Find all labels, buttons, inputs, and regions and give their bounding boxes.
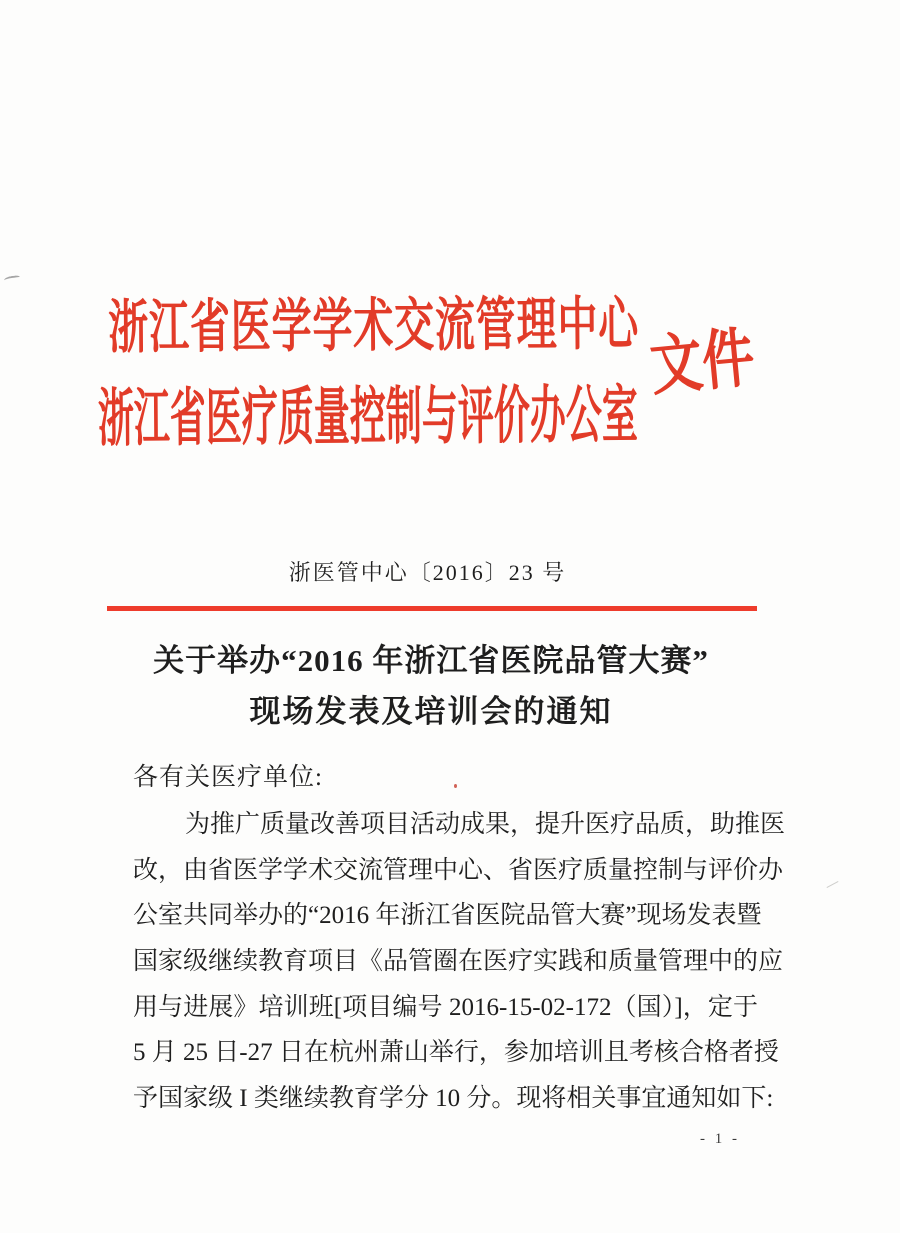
body-line: 予国家级 I 类继续教育学分 10 分。现将相关事宜通知如下: [133, 1085, 774, 1113]
pen-mark-artifact [4, 275, 21, 283]
scan-artifact-speck [454, 784, 457, 788]
page-number: - 1 - [700, 1131, 740, 1147]
letterhead-org-name-line2: 浙江省医疗质量控制与评价办公室 [97, 380, 639, 454]
body-line: 用与进展》培训班[项目编号 2016-15-02-172（国）]，定于 [133, 993, 758, 1021]
body-line: 5 月 25 日-27 日在杭州萧山举行，参加培训且考核合格者授 [133, 1039, 779, 1067]
body-line: 为推广质量改善项目活动成果，提升医疗品质，助推医 [185, 811, 786, 838]
document-title-line2: 现场发表及培训会的通知 [249, 694, 613, 729]
body-paragraph [133, 802, 786, 1122]
document-title-line1: 关于举办“2016 年浙江省医院品管大赛” [153, 643, 709, 678]
body-line: 公室共同举办的“2016 年浙江省医院品管大赛”现场发表暨 [133, 902, 762, 930]
red-letterhead [0, 0, 900, 454]
letterhead-document-word: 文件 [647, 323, 758, 404]
scan-artifact-slash [827, 881, 839, 888]
body-line: 国家级继续教育项目《品管圈在医疗实践和质量管理中的应 [133, 948, 784, 976]
document-reference-number: 浙医管中心〔2016〕23 号 [288, 560, 567, 585]
body-line: 改，由省医学学术交流管理中心、省医疗质量控制与评价办 [133, 856, 784, 884]
letterhead-org-name-line1: 浙江省医学学术交流管理中心 [108, 291, 639, 361]
red-divider-rule [107, 606, 757, 611]
salutation-line: 各有关医疗单位: [133, 764, 323, 791]
